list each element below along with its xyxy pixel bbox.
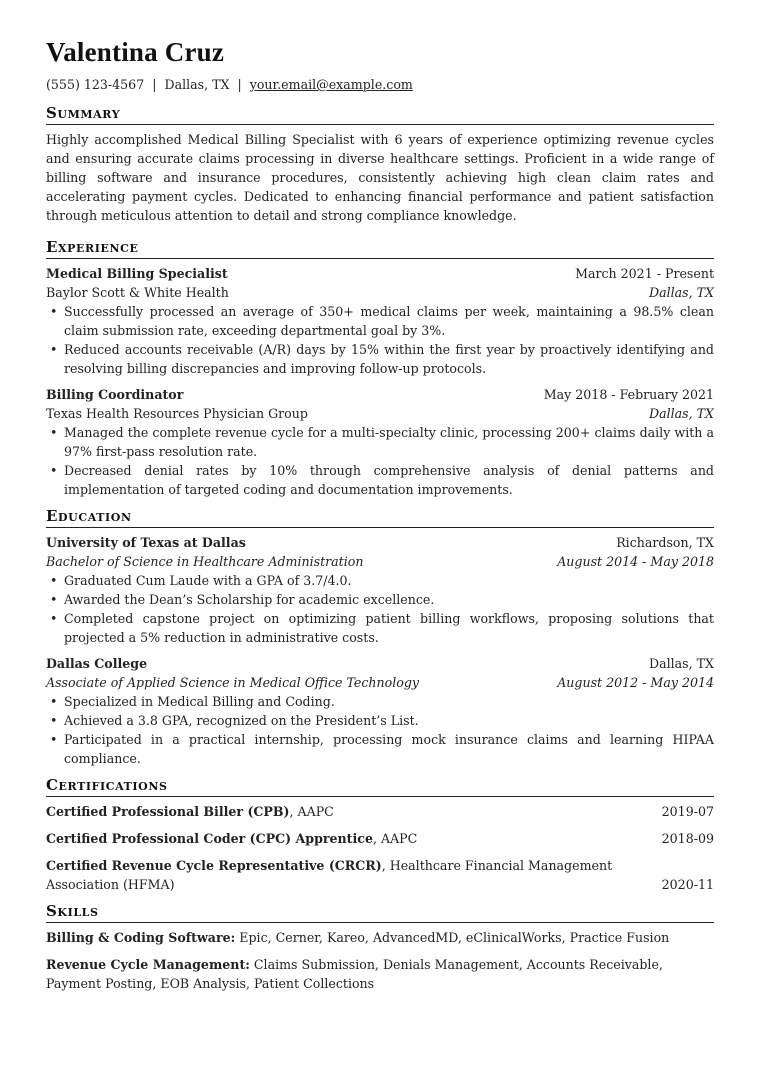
experience-heading: Experience	[46, 238, 714, 259]
school-location: Richardson, TX	[616, 535, 714, 550]
job-location: Dallas, TX	[648, 285, 714, 300]
skill-item	[46, 955, 714, 993]
job-company: Texas Health Resources Physician Group	[46, 406, 308, 421]
bullet-item: • Participated in a practical internship, processing mock insurance claims and learning HIPAA compliance.	[46, 730, 714, 768]
certification-issuer: , Healthcare Financial Management Association (HFMA)	[46, 858, 613, 892]
job-bullets	[46, 423, 714, 499]
job-role: Billing Coordinator	[46, 387, 184, 402]
education-heading: Education	[46, 507, 714, 528]
job-role: Medical Billing Specialist	[46, 266, 228, 281]
summary-heading: Summary	[46, 104, 714, 125]
school-dates: August 2012 - May 2014	[557, 675, 714, 690]
bullet-item: • Awarded the Dean’s Scholarship for academic excellence.	[46, 590, 714, 609]
certification-name: Certified Revenue Cycle Representative (CRCR)	[46, 858, 382, 873]
degree-name: Bachelor of Science in Healthcare Administration	[46, 554, 364, 569]
school-entry	[46, 654, 714, 768]
bullet-item: • Reduced accounts receivable (A/R) days by 15% within the first year by proactively identifying and resolving billing discrepancies and improving follow-up protocols.	[46, 340, 714, 378]
bullet-item: • Specialized in Medical Billing and Coding.	[46, 692, 714, 711]
school-name: Dallas College	[46, 656, 148, 671]
job-dates: May 2018 - February 2021	[543, 387, 714, 402]
bullet-item: • Managed the complete revenue cycle for a multi-specialty clinic, processing 200+ claims daily with a 97% first-pass resolution rate.	[46, 423, 714, 461]
certification-item	[46, 856, 714, 894]
skills-heading: Skills	[46, 902, 714, 923]
school-entry	[46, 533, 714, 647]
job-company: Baylor Scott & White Health	[46, 285, 229, 300]
certification-date: 2019-07	[661, 804, 714, 819]
summary-text: Highly accomplished Medical Billing Specialist with 6 years of experience optimizing revenue cycles and ensuring accurate claims processing in diverse healthcare settings. Proficient in a wide range of billing software and insurance procedures, consistently achieving high clean claim rates and accelerating payment cycles. Dedicated to enhancing financial performance and patient satisfaction through meticulous attention to detail and strong compliance knowledge.	[46, 132, 714, 223]
contact-separator: |	[152, 77, 157, 92]
resume-page	[46, 30, 714, 1001]
bullet-item: • Achieved a 3.8 GPA, recognized on the President’s List.	[46, 711, 714, 730]
certification-issuer: , AAPC	[289, 804, 334, 819]
location-text: Dallas, TX	[164, 77, 230, 92]
school-name: University of Texas at Dallas	[46, 535, 246, 550]
candidate-name: Valentina Cruz	[46, 37, 225, 67]
job-entry	[46, 264, 714, 378]
skill-item	[46, 928, 714, 947]
contact-line	[46, 74, 714, 96]
degree-name: Associate of Applied Science in Medical Office Technology	[46, 675, 420, 690]
job-dates: March 2021 - Present	[575, 266, 714, 281]
certification-date: 2020-11	[661, 877, 714, 892]
job-location: Dallas, TX	[648, 406, 714, 421]
skill-label: Billing & Coding Software:	[46, 930, 236, 945]
skill-label: Revenue Cycle Management:	[46, 957, 250, 972]
school-bullets	[46, 692, 714, 768]
skill-value: Claims Submission, Denials Management, Accounts Receivable, Payment Posting, EOB Analysis, Patient Collections	[46, 957, 663, 991]
certification-name: Certified Professional Biller (CPB)	[46, 804, 290, 819]
skill-value: Epic, Cerner, Kareo, AdvancedMD, eClinicalWorks, Practice Fusion	[235, 930, 670, 945]
contact-separator: |	[237, 77, 242, 92]
bullet-item: • Graduated Cum Laude with a GPA of 3.7/4.0.	[46, 571, 714, 590]
bullet-item: • Decreased denial rates by 10% through comprehensive analysis of denial patterns and implementation of targeted coding and documentation improvements.	[46, 461, 714, 499]
certification-issuer: , AAPC	[372, 831, 418, 846]
school-dates: August 2014 - May 2018	[557, 554, 714, 569]
bullet-item: • Successfully processed an average of 350+ medical claims per week, maintaining a 98.5% clean claim submission rate, exceeding departmental goal by 3%.	[46, 302, 714, 340]
certification-item	[46, 802, 714, 821]
email-link[interactable]: your.email@example.com	[249, 77, 413, 92]
school-bullets	[46, 571, 714, 647]
job-bullets	[46, 302, 714, 378]
certifications-heading: Certifications	[46, 776, 714, 797]
bullet-item: • Completed capstone project on optimizing patient billing workflows, proposing solutions that projected a 5% reduction in administrative costs.	[46, 609, 714, 647]
school-location: Dallas, TX	[648, 656, 714, 671]
phone-number: (555) 123-4567	[46, 77, 145, 92]
certification-date: 2018-09	[661, 831, 714, 846]
certification-name: Certified Professional Coder (CPC) Apprentice	[46, 831, 373, 846]
certification-item	[46, 829, 714, 848]
job-entry	[46, 385, 714, 499]
